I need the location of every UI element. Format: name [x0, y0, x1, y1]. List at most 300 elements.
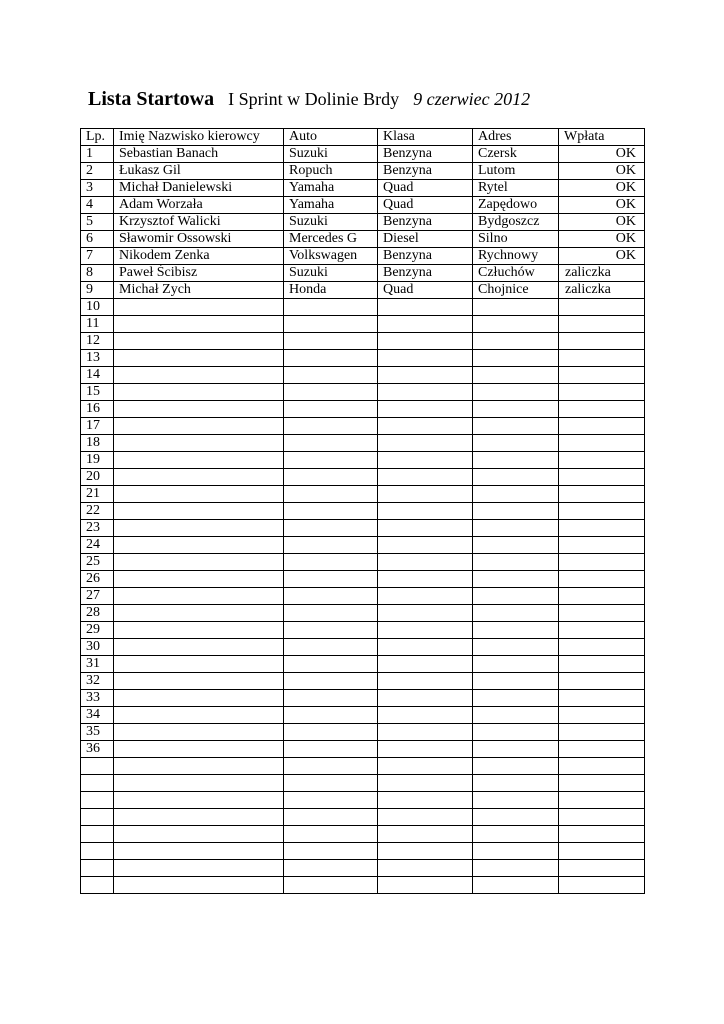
- cell-car: [284, 520, 378, 537]
- table-row: [81, 741, 645, 758]
- cell-car: [284, 554, 378, 571]
- cell-driver-name: [114, 469, 284, 486]
- cell-lp: [81, 843, 114, 860]
- cell-car: [284, 656, 378, 673]
- cell-lp: 16: [81, 401, 114, 418]
- cell-address: [473, 758, 559, 775]
- table-row: [81, 452, 645, 469]
- cell-driver-name: [114, 860, 284, 877]
- cell-car: [284, 758, 378, 775]
- table-row: [81, 146, 645, 163]
- cell-payment: OK: [559, 214, 645, 231]
- table-row: [81, 554, 645, 571]
- cell-class: [378, 690, 473, 707]
- cell-driver-name: [114, 299, 284, 316]
- cell-car: Honda: [284, 282, 378, 299]
- cell-lp: 3: [81, 180, 114, 197]
- cell-driver-name: Nikodem Zenka: [114, 248, 284, 265]
- cell-car: [284, 588, 378, 605]
- cell-class: Quad: [378, 180, 473, 197]
- cell-class: [378, 435, 473, 452]
- cell-car: Suzuki: [284, 214, 378, 231]
- cell-driver-name: [114, 622, 284, 639]
- cell-payment: [559, 775, 645, 792]
- cell-address: [473, 401, 559, 418]
- table-row: [81, 758, 645, 775]
- cell-class: [378, 367, 473, 384]
- cell-lp: 7: [81, 248, 114, 265]
- cell-driver-name: [114, 588, 284, 605]
- cell-class: [378, 741, 473, 758]
- cell-address: [473, 333, 559, 350]
- cell-address: [473, 724, 559, 741]
- cell-address: Chojnice: [473, 282, 559, 299]
- cell-payment: [559, 299, 645, 316]
- cell-payment: [559, 435, 645, 452]
- cell-driver-name: [114, 537, 284, 554]
- cell-lp: 21: [81, 486, 114, 503]
- cell-address: Czersk: [473, 146, 559, 163]
- cell-address: [473, 571, 559, 588]
- table-body: [81, 146, 645, 894]
- cell-car: Ropuch: [284, 163, 378, 180]
- cell-class: [378, 843, 473, 860]
- cell-class: [378, 622, 473, 639]
- cell-class: [378, 350, 473, 367]
- cell-driver-name: Adam Worzała: [114, 197, 284, 214]
- cell-driver-name: [114, 758, 284, 775]
- cell-driver-name: [114, 554, 284, 571]
- cell-class: [378, 537, 473, 554]
- cell-driver-name: [114, 673, 284, 690]
- cell-driver-name: [114, 503, 284, 520]
- cell-payment: OK: [559, 146, 645, 163]
- cell-payment: [559, 367, 645, 384]
- document-title: [88, 88, 530, 111]
- cell-car: Yamaha: [284, 180, 378, 197]
- cell-class: [378, 401, 473, 418]
- cell-driver-name: [114, 690, 284, 707]
- cell-lp: 4: [81, 197, 114, 214]
- cell-address: [473, 707, 559, 724]
- cell-address: [473, 588, 559, 605]
- cell-lp: 12: [81, 333, 114, 350]
- cell-car: [284, 622, 378, 639]
- list-title: Lista Startowa: [88, 88, 215, 110]
- table-header-row: [81, 129, 645, 146]
- cell-class: [378, 418, 473, 435]
- table-row: [81, 486, 645, 503]
- cell-payment: [559, 418, 645, 435]
- cell-address: [473, 452, 559, 469]
- cell-lp: 30: [81, 639, 114, 656]
- start-list-table: [80, 128, 645, 894]
- cell-class: [378, 571, 473, 588]
- cell-lp: 1: [81, 146, 114, 163]
- table-row: [81, 384, 645, 401]
- cell-payment: [559, 792, 645, 809]
- cell-lp: 17: [81, 418, 114, 435]
- cell-payment: [559, 826, 645, 843]
- cell-car: [284, 724, 378, 741]
- table-row: [81, 605, 645, 622]
- cell-address: [473, 639, 559, 656]
- table-row: [81, 333, 645, 350]
- cell-lp: 9: [81, 282, 114, 299]
- table-row: [81, 520, 645, 537]
- cell-address: [473, 503, 559, 520]
- cell-car: [284, 877, 378, 894]
- table-row: [81, 537, 645, 554]
- cell-class: Benzyna: [378, 248, 473, 265]
- cell-class: [378, 316, 473, 333]
- cell-car: [284, 707, 378, 724]
- table-row: [81, 707, 645, 724]
- cell-lp: [81, 775, 114, 792]
- cell-payment: OK: [559, 197, 645, 214]
- cell-driver-name: [114, 775, 284, 792]
- cell-address: [473, 775, 559, 792]
- table-row: [81, 469, 645, 486]
- cell-lp: 24: [81, 537, 114, 554]
- table-row: [81, 282, 645, 299]
- cell-car: [284, 333, 378, 350]
- cell-payment: [559, 384, 645, 401]
- cell-car: [284, 435, 378, 452]
- table-row: [81, 299, 645, 316]
- cell-driver-name: [114, 367, 284, 384]
- cell-driver-name: [114, 384, 284, 401]
- cell-driver-name: [114, 571, 284, 588]
- event-date: 9 czerwiec 2012: [413, 89, 531, 109]
- cell-address: [473, 418, 559, 435]
- cell-payment: [559, 520, 645, 537]
- cell-address: [473, 299, 559, 316]
- cell-lp: 8: [81, 265, 114, 282]
- cell-driver-name: [114, 843, 284, 860]
- cell-lp: 25: [81, 554, 114, 571]
- cell-address: [473, 826, 559, 843]
- column-header-lp: Lp.: [81, 129, 114, 146]
- cell-driver-name: [114, 792, 284, 809]
- cell-class: Benzyna: [378, 163, 473, 180]
- cell-address: Silno: [473, 231, 559, 248]
- cell-payment: [559, 741, 645, 758]
- cell-class: [378, 554, 473, 571]
- cell-driver-name: Sławomir Ossowski: [114, 231, 284, 248]
- cell-car: Volkswagen: [284, 248, 378, 265]
- cell-address: [473, 316, 559, 333]
- cell-address: [473, 809, 559, 826]
- cell-car: [284, 690, 378, 707]
- cell-class: [378, 469, 473, 486]
- cell-class: [378, 775, 473, 792]
- table-row: [81, 809, 645, 826]
- table-row: [81, 163, 645, 180]
- cell-driver-name: [114, 877, 284, 894]
- cell-car: [284, 741, 378, 758]
- cell-class: [378, 452, 473, 469]
- cell-class: Benzyna: [378, 265, 473, 282]
- cell-payment: [559, 809, 645, 826]
- table-row: [81, 231, 645, 248]
- cell-car: [284, 860, 378, 877]
- cell-car: [284, 299, 378, 316]
- cell-driver-name: [114, 605, 284, 622]
- cell-address: [473, 367, 559, 384]
- cell-payment: OK: [559, 180, 645, 197]
- table-row: [81, 197, 645, 214]
- cell-lp: 19: [81, 452, 114, 469]
- column-header-driver-name: Imię Nazwisko kierowcy: [114, 129, 284, 146]
- cell-payment: [559, 707, 645, 724]
- table-row: [81, 316, 645, 333]
- cell-lp: 31: [81, 656, 114, 673]
- cell-address: [473, 656, 559, 673]
- cell-car: [284, 639, 378, 656]
- cell-payment: [559, 605, 645, 622]
- table-row: [81, 690, 645, 707]
- cell-class: [378, 809, 473, 826]
- cell-driver-name: Krzysztof Walicki: [114, 214, 284, 231]
- cell-driver-name: [114, 707, 284, 724]
- cell-payment: [559, 333, 645, 350]
- table-row: [81, 248, 645, 265]
- cell-class: [378, 707, 473, 724]
- cell-driver-name: [114, 809, 284, 826]
- table-row: [81, 401, 645, 418]
- cell-address: [473, 469, 559, 486]
- cell-driver-name: [114, 656, 284, 673]
- table-row: [81, 435, 645, 452]
- table-row: [81, 571, 645, 588]
- cell-driver-name: [114, 316, 284, 333]
- cell-lp: 13: [81, 350, 114, 367]
- cell-class: [378, 384, 473, 401]
- cell-address: [473, 622, 559, 639]
- cell-payment: [559, 486, 645, 503]
- cell-address: [473, 537, 559, 554]
- cell-payment: [559, 537, 645, 554]
- cell-address: [473, 792, 559, 809]
- cell-lp: 23: [81, 520, 114, 537]
- cell-class: Quad: [378, 282, 473, 299]
- table-row: [81, 843, 645, 860]
- cell-class: [378, 656, 473, 673]
- cell-payment: [559, 877, 645, 894]
- cell-lp: [81, 826, 114, 843]
- cell-payment: [559, 503, 645, 520]
- cell-lp: [81, 792, 114, 809]
- cell-car: [284, 350, 378, 367]
- table-row: [81, 826, 645, 843]
- cell-address: Zapędowo: [473, 197, 559, 214]
- cell-driver-name: [114, 826, 284, 843]
- table-row: [81, 350, 645, 367]
- cell-driver-name: [114, 452, 284, 469]
- cell-car: [284, 826, 378, 843]
- cell-class: [378, 486, 473, 503]
- cell-lp: 36: [81, 741, 114, 758]
- cell-driver-name: [114, 741, 284, 758]
- cell-lp: [81, 809, 114, 826]
- cell-car: [284, 809, 378, 826]
- table-row: [81, 367, 645, 384]
- cell-address: [473, 435, 559, 452]
- cell-lp: 2: [81, 163, 114, 180]
- cell-car: [284, 452, 378, 469]
- cell-address: [473, 554, 559, 571]
- cell-driver-name: [114, 418, 284, 435]
- cell-payment: [559, 860, 645, 877]
- column-header-address: Adres: [473, 129, 559, 146]
- cell-car: [284, 316, 378, 333]
- column-header-payment: Wpłata: [559, 129, 645, 146]
- cell-class: [378, 724, 473, 741]
- cell-driver-name: Łukasz Gil: [114, 163, 284, 180]
- cell-class: Benzyna: [378, 214, 473, 231]
- cell-car: Suzuki: [284, 146, 378, 163]
- column-header-class: Klasa: [378, 129, 473, 146]
- column-header-car: Auto: [284, 129, 378, 146]
- cell-class: [378, 877, 473, 894]
- cell-driver-name: [114, 401, 284, 418]
- cell-car: [284, 673, 378, 690]
- cell-car: [284, 571, 378, 588]
- cell-address: Bydgoszcz: [473, 214, 559, 231]
- cell-car: [284, 486, 378, 503]
- cell-payment: zaliczka: [559, 282, 645, 299]
- cell-address: Lutom: [473, 163, 559, 180]
- table-row: [81, 724, 645, 741]
- cell-address: [473, 520, 559, 537]
- cell-payment: [559, 588, 645, 605]
- table-row: [81, 673, 645, 690]
- cell-class: [378, 792, 473, 809]
- cell-class: Quad: [378, 197, 473, 214]
- cell-class: [378, 605, 473, 622]
- cell-lp: 18: [81, 435, 114, 452]
- cell-car: [284, 775, 378, 792]
- cell-class: [378, 826, 473, 843]
- cell-car: [284, 605, 378, 622]
- cell-address: [473, 673, 559, 690]
- table-row: [81, 503, 645, 520]
- cell-driver-name: Sebastian Banach: [114, 146, 284, 163]
- table-row: [81, 877, 645, 894]
- cell-car: [284, 367, 378, 384]
- cell-lp: 20: [81, 469, 114, 486]
- cell-car: [284, 537, 378, 554]
- cell-car: [284, 384, 378, 401]
- table-row: [81, 588, 645, 605]
- cell-driver-name: [114, 333, 284, 350]
- cell-class: [378, 588, 473, 605]
- cell-payment: [559, 452, 645, 469]
- cell-lp: 15: [81, 384, 114, 401]
- cell-address: Rytel: [473, 180, 559, 197]
- cell-driver-name: Michał Danielewski: [114, 180, 284, 197]
- table-row: [81, 775, 645, 792]
- cell-class: [378, 639, 473, 656]
- cell-lp: 5: [81, 214, 114, 231]
- cell-car: Yamaha: [284, 197, 378, 214]
- cell-driver-name: [114, 520, 284, 537]
- cell-class: [378, 520, 473, 537]
- cell-driver-name: [114, 486, 284, 503]
- cell-address: Rychnowy: [473, 248, 559, 265]
- cell-lp: 28: [81, 605, 114, 622]
- cell-address: [473, 877, 559, 894]
- table-row: [81, 214, 645, 231]
- cell-car: [284, 503, 378, 520]
- table-row: [81, 622, 645, 639]
- cell-car: [284, 469, 378, 486]
- cell-lp: 11: [81, 316, 114, 333]
- cell-payment: [559, 316, 645, 333]
- cell-address: [473, 860, 559, 877]
- cell-lp: 22: [81, 503, 114, 520]
- table-row: [81, 265, 645, 282]
- cell-car: [284, 843, 378, 860]
- cell-driver-name: [114, 639, 284, 656]
- cell-payment: zaliczka: [559, 265, 645, 282]
- cell-car: [284, 401, 378, 418]
- cell-class: Benzyna: [378, 146, 473, 163]
- table-row: [81, 860, 645, 877]
- cell-payment: [559, 571, 645, 588]
- cell-payment: [559, 554, 645, 571]
- cell-address: Człuchów: [473, 265, 559, 282]
- cell-address: [473, 843, 559, 860]
- cell-payment: [559, 350, 645, 367]
- cell-lp: 26: [81, 571, 114, 588]
- cell-payment: [559, 758, 645, 775]
- cell-driver-name: [114, 350, 284, 367]
- cell-lp: 10: [81, 299, 114, 316]
- cell-address: [473, 605, 559, 622]
- cell-driver-name: Michał Zych: [114, 282, 284, 299]
- cell-class: [378, 758, 473, 775]
- cell-lp: 27: [81, 588, 114, 605]
- cell-payment: [559, 673, 645, 690]
- cell-lp: [81, 877, 114, 894]
- cell-lp: 33: [81, 690, 114, 707]
- table-row: [81, 656, 645, 673]
- cell-car: Mercedes G: [284, 231, 378, 248]
- table-row: [81, 180, 645, 197]
- cell-payment: [559, 724, 645, 741]
- event-name: I Sprint w Dolinie Brdy: [228, 89, 400, 109]
- cell-class: [378, 333, 473, 350]
- cell-driver-name: Paweł Ścibisz: [114, 265, 284, 282]
- cell-address: [473, 384, 559, 401]
- cell-payment: OK: [559, 163, 645, 180]
- cell-class: [378, 673, 473, 690]
- cell-address: [473, 741, 559, 758]
- cell-payment: OK: [559, 231, 645, 248]
- cell-payment: OK: [559, 248, 645, 265]
- cell-car: [284, 418, 378, 435]
- cell-payment: [559, 639, 645, 656]
- cell-address: [473, 350, 559, 367]
- cell-payment: [559, 690, 645, 707]
- cell-lp: 14: [81, 367, 114, 384]
- cell-car: [284, 792, 378, 809]
- cell-payment: [559, 656, 645, 673]
- cell-lp: 32: [81, 673, 114, 690]
- cell-class: [378, 299, 473, 316]
